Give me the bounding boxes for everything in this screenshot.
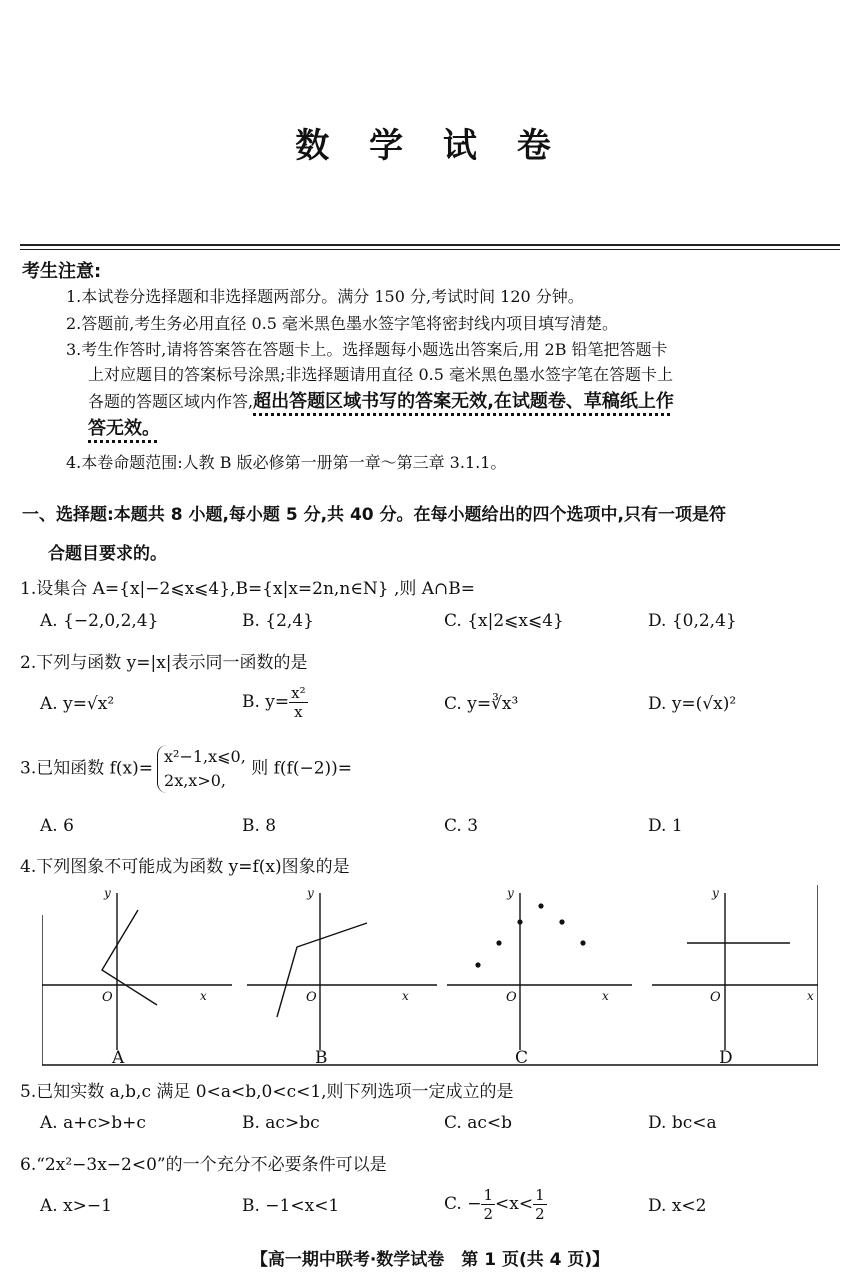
graph-b-curve [277,923,367,1017]
q6-c-right-denominator: 2 [535,1205,545,1223]
notice-item-3-cont2 [88,387,674,413]
q5-option-a: A. a+c>b+c [40,1113,146,1133]
graph-d-y-label: y [712,886,719,900]
graph-c-point [517,919,522,924]
graph-c-origin: O [506,990,517,1005]
notice-warning-end: 答无效。 [88,418,160,439]
question-5: 5.已知实数 a,b,c 满足 0<a<b,0<c<1,则下列选项一定成立的是 [20,1082,514,1102]
q1-option-d: D. {0,2,4} [648,611,737,631]
graph-d-label: D [719,1048,733,1067]
notice-item-1: 1.本试卷分选择题和非选择题两部分。满分 150 分,考试时间 120 分钟。 [66,287,584,306]
q6-option-a: A. x>−1 [40,1196,112,1216]
q4-graphs-figure [42,885,818,1067]
q2-option-d: D. y=(√x)² [648,694,737,714]
notice-item-3-cont: 上对应题目的答案标号涂黑;非选择题请用直径 0.5 毫米黑色墨水签字笔在答题卡上 [88,365,674,384]
graph-a-label: A [112,1048,125,1067]
graph-a-x-label: x [200,989,207,1003]
notice-heading: 考生注意: [22,261,102,282]
q1-option-c: C. {x|2⩽x⩽4} [444,611,564,631]
graph-c-point [475,962,480,967]
q3-stem-prefix: 3.已知函数 f(x)= [20,758,154,779]
q6-option-b: B. −1<x<1 [242,1196,340,1216]
header-rule-thin [20,249,840,250]
q2-option-b-prefix: B. y= [242,692,290,712]
q5-option-b: B. ac>bc [242,1113,320,1133]
question-1: 1.设集合 A={x|−2⩽x⩽4},B={x|x=2n,n∈N} ,则 A∩B= [20,579,476,599]
q6-option-c-mid: <x< [495,1194,534,1214]
q6-c-fraction-right [533,1186,547,1223]
q1-option-a: A. {−2,0,2,4} [40,611,159,631]
graph-c-y-label: y [507,886,514,900]
graph-a-y-label: y [104,886,111,900]
q2-option-b-fraction [289,684,307,721]
q3-stem-suffix: 则 f(f(−2))= [251,758,353,779]
question-3 [20,745,352,793]
q2-b-denominator: x [294,703,303,721]
graph-c-label: C [515,1048,529,1067]
graph-b-origin: O [306,990,317,1005]
q6-c-left-numerator: 1 [483,1186,493,1204]
notice-item-2: 2.答题前,考生务必用直径 0.5 毫米黑色墨水签字笔将密封线内项目填写清楚。 [66,314,618,333]
q3-option-c: C. 3 [444,816,479,836]
header-rule [20,244,840,246]
q6-c-right-numerator: 1 [535,1186,545,1204]
notice-item-3: 3.考生作答时,请将答案答在答题卡上。选择题每小题选出答案后,用 2B 铅笔把答题卡 [66,340,668,359]
q5-option-c: C. ac<b [444,1113,512,1133]
q2-option-a: A. y=√x² [40,694,115,714]
page-footer: 【高一期中联考·数学试卷 第 1 页(共 4 页)】 [250,1250,610,1270]
graph-b-x-label: x [402,989,409,1003]
graph-c-point [496,940,501,945]
q6-option-d: D. x<2 [648,1196,707,1216]
notice-warning: 超出答题区域书写的答案无效,在试题卷、草稿纸上作 [253,391,674,412]
q6-option-c [444,1186,547,1223]
section-heading: 一、选择题:本题共 8 小题,每小题 5 分,共 40 分。在每小题给出的四个选项中,只有一项是符 [22,505,726,525]
q1-option-b: B. {2,4} [242,611,314,631]
graph-b-label: B [315,1048,328,1067]
graph-c-point [559,919,564,924]
q3-piecewise [157,745,246,793]
graph-c-point [580,940,585,945]
question-4: 4.下列图象不可能成为函数 y=f(x)图象的是 [20,857,350,877]
q2-b-numerator: x² [291,684,306,702]
graph-b-y-label: y [307,886,314,900]
page-title: 数 学 试 卷 [295,126,565,166]
q3-option-a: A. 6 [40,816,74,836]
q3-case-1: x²−1,x⩽0, [164,747,246,766]
q3-case-2: 2x,x>0, [164,771,226,790]
q3-option-b: B. 8 [242,816,277,836]
q6-option-c-prefix: C. − [444,1194,482,1214]
q2-option-b [242,684,308,721]
q5-option-d: D. bc<a [648,1113,717,1133]
graph-d-origin: O [710,990,721,1005]
q6-c-fraction-left [481,1186,495,1223]
q3-option-d: D. 1 [648,816,683,836]
q2-option-c: C. y=∛x³ [444,694,519,714]
section-heading-cont: 合题目要求的。 [48,544,167,564]
q6-c-left-denominator: 2 [483,1205,493,1223]
notice-item-4: 4.本卷命题范围:人教 B 版必修第一册第一章～第三章 3.1.1。 [66,453,507,472]
graph-d-x-label: x [807,989,814,1003]
notice-item-3-cont2-text: 各题的答题区域内作答, [88,392,254,411]
graph-c-x-label: x [602,989,609,1003]
graph-a-origin: O [102,990,113,1005]
graph-c-point [538,903,543,908]
question-2: 2.下列与函数 y=|x|表示同一函数的是 [20,653,308,673]
question-6: 6.“2x²−3x−2<0”的一个充分不必要条件可以是 [20,1155,387,1175]
